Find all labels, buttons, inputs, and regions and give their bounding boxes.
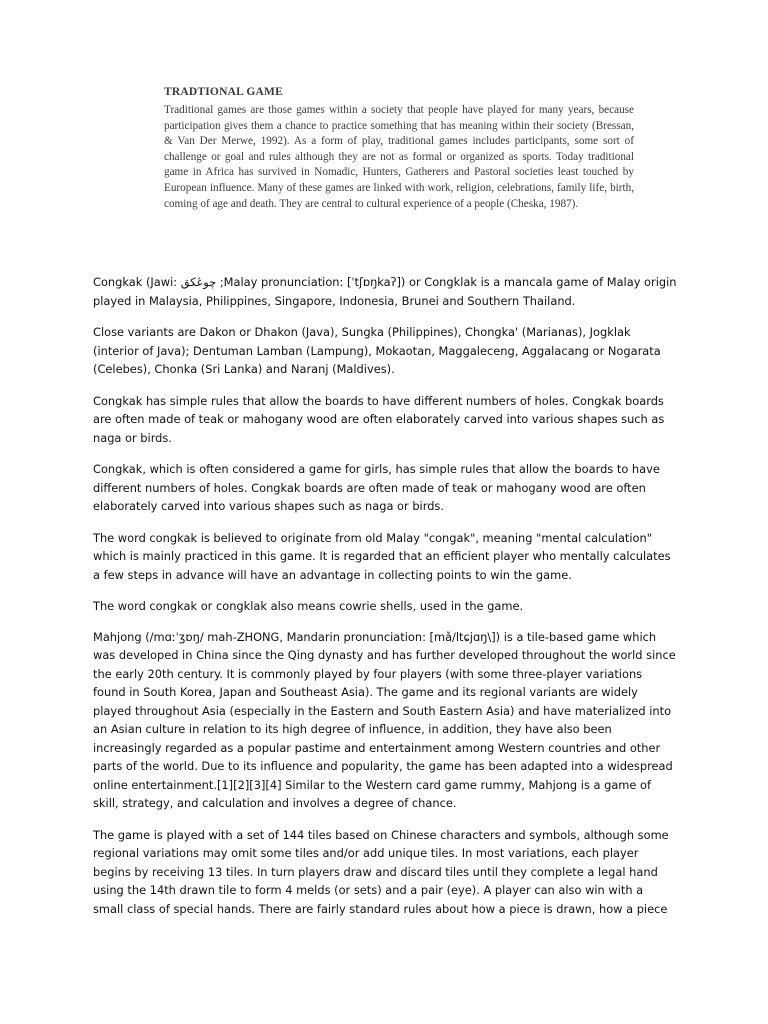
document-body [93,273,677,931]
paragraph-close-variants: Close variants are Dakon or Dhakon (Java), Sungka (Philippines), Chongka' (Marianas), Jogklak (interior of Java); Dentuman Lamban (Lampung), Mokaotan, Maggaleceng, Aggalacang or Nogarata (Celebes), Chonka (Sri Lanka) and Naranj (Maldives). [93,325,661,376]
paragraph-mahjong-tiles: The game is played with a set of 144 tiles based on Chinese characters and symbols, although some regional variations may omit some tiles and/or add unique tiles. In most variations, each player begins by receiving 13 tiles. In turn players draw and discard tiles until they complete a legal hand using the 14th drawn tile to form 4 melds (or sets) and a pair (eye). A player can also win with a small class of special hands. There are fairly standard rules about how a piece is drawn, how a piece [93,827,669,916]
paragraph-congkak-rules: Congkak has simple rules that allow the boards to have different numbers of holes. Congkak boards are often made of teak or mahogany wood are often elaborately carved into various shapes such as naga or birds. [93,393,665,445]
paragraph-cowrie-shells: The word congkak or congklak also means cowrie shells, used in the game. [93,599,524,613]
excerpt-heading: TRADTIONAL GAME [164,86,283,98]
paragraph-mahjong-intro: Mahjong (/mɑːˈʒɒŋ/ mah-ZHONG, Mandarin pronunciation: [mǎ/ltɕjɑŋ\]) is a tile-based game which was developed in China since the Qing dynasty and has further developed throughout the world since the early 20th century. It is commonly played by four players (with some three-player variations found in South Korea, Japan and Southeast Asia). The game and its regional variants are widely played throughout Asia (especially in the Eastern and South Eastern Asia) and have materialized into an Asian culture in relation to its high degree of influence, in addition, they have also been increasingly regarded as a popular pastime and entertainment among Western countries and other parts of the world. Due to its influence and popularity, the game has been adapted into a widespread online entertainment.[1][2][3][4] Similar to the Western card game rummy, Mahjong is a game of skill, strategy, and calculation and involves a degree of chance. [93,629,676,810]
paragraph-congkak-etymology: The word congkak is believed to originate from old Malay "congak", meaning "mental calculation" which is mainly practiced in this game. It is regarded that an efficient player who mentally calculates a few steps in advance will have an advantage in collecting points to win the game. [93,530,671,582]
embedded-excerpt-image [160,86,634,212]
paragraph-congkak-girls: Congkak, which is often considered a game for girls, has simple rules that allow the boards to have different numbers of holes. Congkak boards are often made of teak or mahogany wood are often elaborately carved into various shapes such as naga or birds. [93,462,660,513]
excerpt-body: Traditional games are those games within a society that people have played for many years, because participation gives them a chance to practice something that has meaning within their society (Bressan, & Van Der Merwe, 1992). As a form of play, traditional games includes participants, some sort of challenge or goal and rules although they are not as formal or organized as sports. Today traditional game in Africa has survived in Nomadic, Hunters, Gatherers and Pastoral societies least touched by European influence. Many of these games are linked with work, religion, celebrations, family life, birth, coming of age and death. They are central to cultural experience of a people (Cheska, 1987). [164,104,634,210]
paragraph-congkak-intro: Congkak (Jawi: چوڠکق ;Malay pronunciation: [ˈtʃɒŋkaʔ]) or Congklak is a mancala game of Malay origin played in Malaysia, Philippines, Singapore, Indonesia, Brunei and Southern Thailand. [93,275,677,308]
